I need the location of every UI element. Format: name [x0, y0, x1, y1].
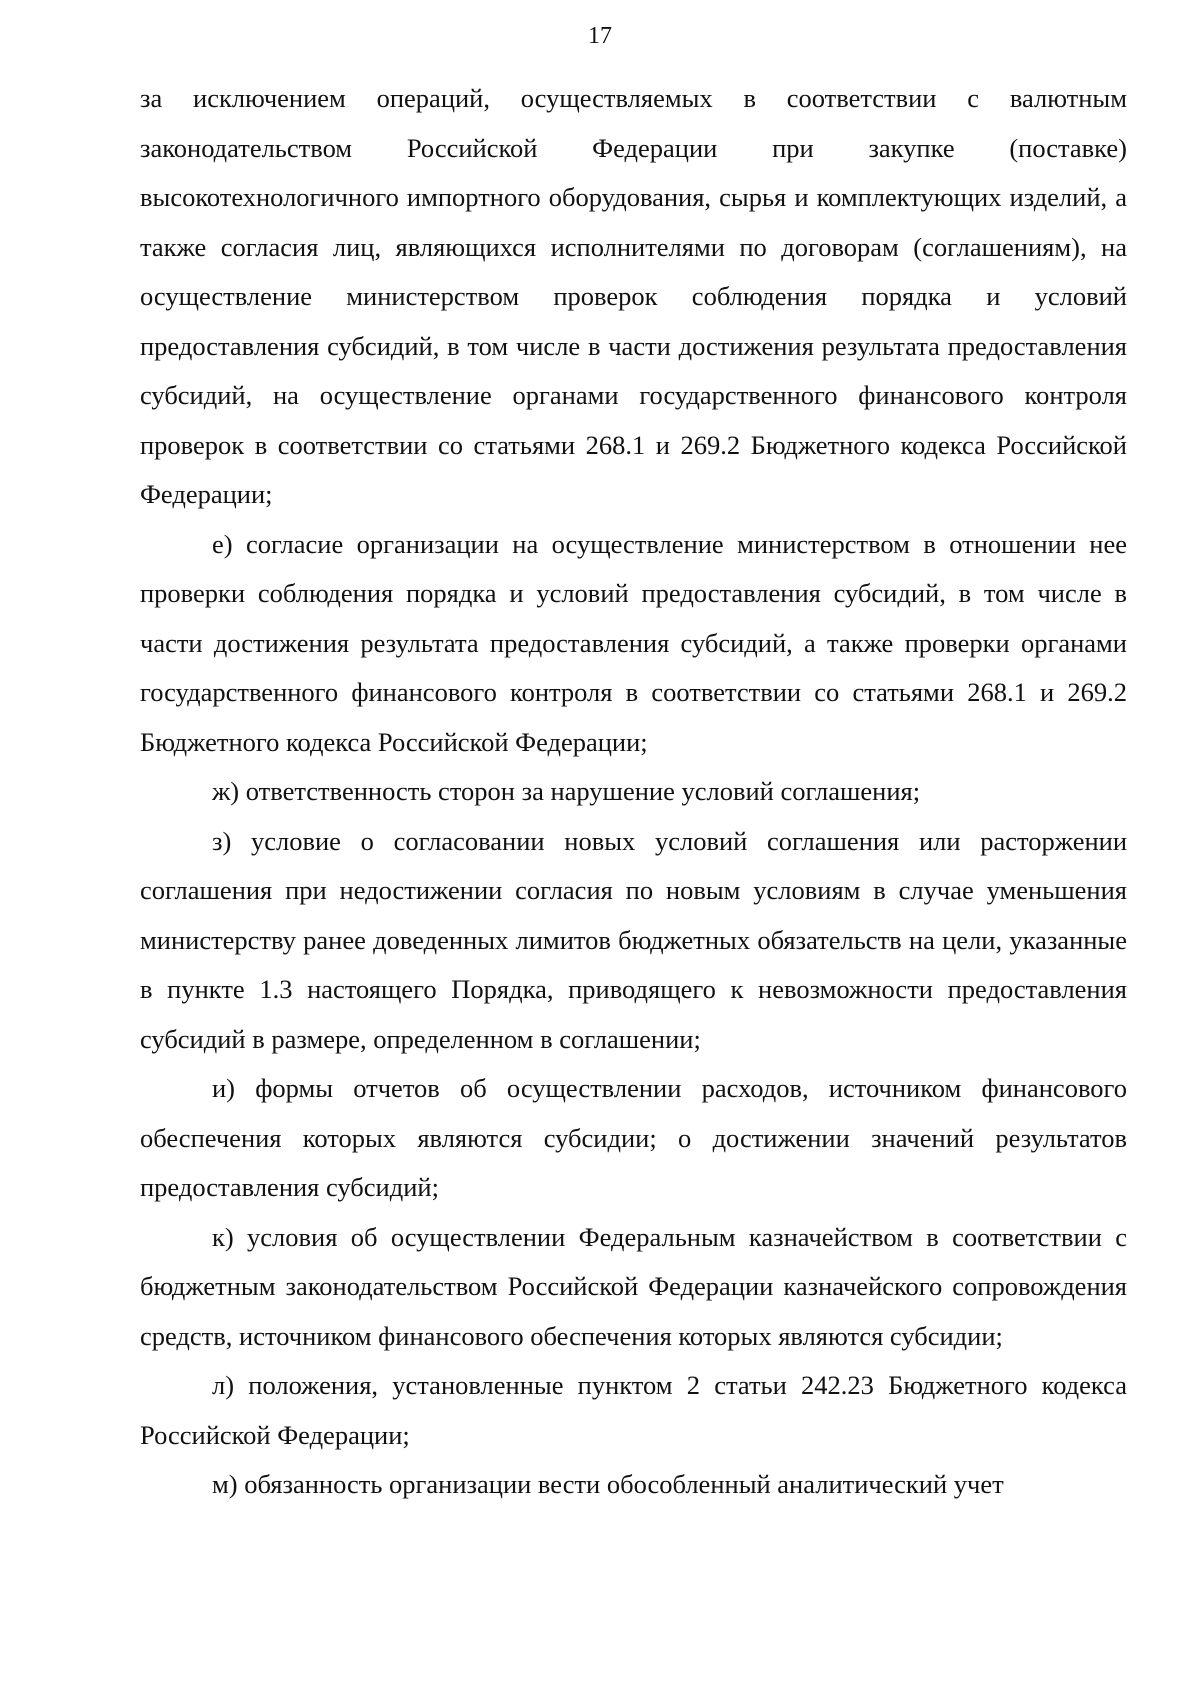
- paragraph-item-i: и) формы отчетов об осуществлении расходов, источником финансового обеспечения которых являются субсидии; о достижении значений результатов предоставления субсидий;: [140, 1073, 1127, 1202]
- paragraph-item-zh: ж) ответственность сторон за нарушение условий соглашения;: [212, 776, 921, 806]
- paragraph-item-l: л) положения, установленные пунктом 2 статьи 242.23 Бюджетного кодекса Российской Федерации;: [140, 1370, 1127, 1450]
- paragraph-item-e: е) согласие организации на осуществление министерством в отношении нее проверки соблюдения порядка и условий предоставления субсидий, в том числе в части достижения результата предоставления субсидий, а также проверки органами государственного финансового контроля в соответствии со статьями 268.1 и 269.2 Бюджетного кодекса Российской Федерации;: [140, 528, 1127, 757]
- paragraph-item-z: з) условие о согласовании новых условий соглашения или расторжении соглашения при недостижении согласия по новым условиям в случае уменьшения министерству ранее доведенных лимитов бюджетных обязательств на цели, указанные в пункте 1.3 настоящего Порядка, приводящего к невозможности предоставления субсидий в размере, определенном в соглашении;: [140, 825, 1127, 1054]
- paragraph-continuation: за исключением операций, осуществляемых в соответствии с валютным законодательством Российской Федерации при закупке (поставке) высокотехнологичного импортного оборудования, сырья и комплектующих изделий, а также согласия лиц, являющихся исполнителями по договорам (соглашениям), на осуществление министерством проверок соблюдения порядка и условий предоставления субсидий, в том числе в части достижения результата предоставления субсидий, на осуществление органами государственного финансового контроля проверок в соответствии со статьями 268.1 и 269.2 Бюджетного кодекса Российской Федерации;: [140, 83, 1127, 509]
- paragraph-item-m: м) обязанность организации вести обособленный аналитический учет: [212, 1469, 1004, 1499]
- page-number: 17: [588, 23, 612, 49]
- paragraph-item-k: к) условия об осуществлении Федеральным казначейством в соответствии с бюджетным законодательством Российской Федерации казначейского сопровождения средств, источником финансового обеспечения которых являются субсидии;: [140, 1221, 1127, 1351]
- document-body: [140, 74, 1127, 1510]
